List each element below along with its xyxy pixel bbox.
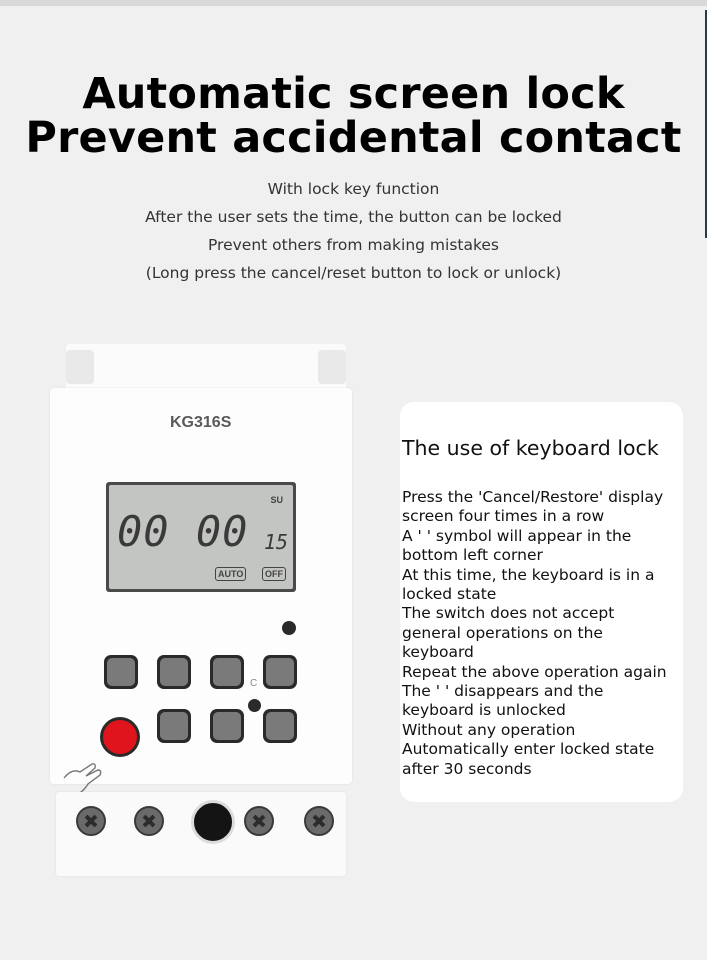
device-key[interactable] [263,709,297,743]
device-key[interactable] [157,655,191,689]
lcd-seconds: 15 [264,530,289,554]
timer-switch-device [50,340,352,880]
device-mount-ear-right [318,350,346,384]
card-line: A ' ' symbol will appear in the [402,526,632,545]
card-line: The switch does not accept [402,604,615,623]
card-line: Without any operation [402,720,576,739]
device-key[interactable] [210,709,244,743]
card-body [402,488,680,779]
keyboard-lock-card [400,402,683,802]
card-line: keyboard is unlocked [402,701,566,720]
lcd-auto-indicator: AUTO [215,567,246,581]
terminal-block [56,792,346,876]
subtext-line: With lock key function [267,180,440,198]
card-line: Press the 'Cancel/Restore' display [402,488,664,506]
card-line: At this time, the keyboard is in a [402,565,655,584]
subtext-line: After the user sets the time, the button can be locked [145,208,562,226]
cancel-reset-button[interactable] [100,717,140,757]
screw-icon [134,806,164,836]
screw-icon [304,806,334,836]
device-mount-ear-left [66,350,94,384]
device-body [50,388,352,784]
card-title: The use of keyboard lock [402,436,659,460]
lcd-panel [109,485,293,589]
subtext-line: (Long press the cancel/reset button to lock or unlock) [145,264,562,282]
subtext-line: Prevent others from making mistakes [207,236,500,254]
device-top-tab [66,344,346,390]
reset-key-mark: C [250,678,258,689]
reset-hole [248,699,261,712]
card-line: bottom left corner [402,546,543,565]
card-line: Repeat the above operation again [402,662,667,681]
card-line: Automatically enter locked state [402,740,655,759]
device-key[interactable] [263,655,297,689]
device-key[interactable] [157,709,191,743]
card-line: general operations on the [402,623,603,642]
lcd-screen [106,482,296,592]
headline-line-2: Prevent accidental contact [25,113,682,163]
screw-icon [244,806,274,836]
device-key[interactable] [104,655,138,689]
card-line: after 30 seconds [402,759,532,778]
model-label: KG316S [170,414,232,431]
lcd-day: SU [270,495,283,505]
screw-icon [76,806,106,836]
lcd-off-indicator: OFF [262,567,286,581]
lcd-time: 00 00 [117,507,249,556]
terminal-knob [191,800,235,844]
card-line: The ' ' disappears and the [402,682,604,701]
headline-line-1: Automatic screen lock [82,69,625,119]
top-divider [0,0,707,6]
card-line: keyboard [402,643,474,662]
status-led [282,621,296,635]
device-key[interactable] [210,655,244,689]
headline [0,69,707,163]
card-line: screen four times in a row [402,507,605,526]
subtext [0,175,707,287]
card-line: locked state [402,585,497,604]
